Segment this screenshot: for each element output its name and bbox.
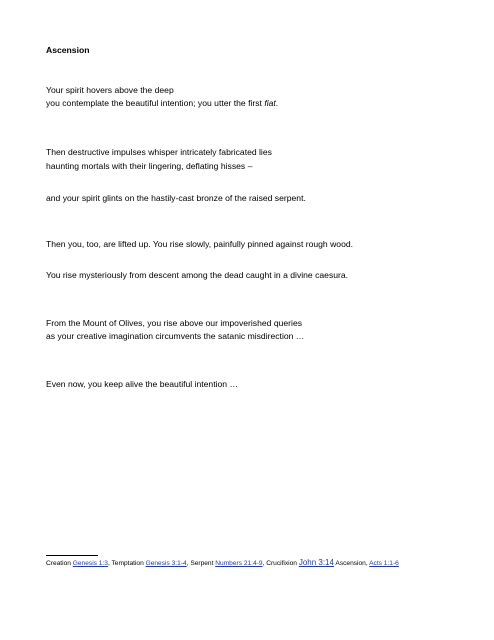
footnote-sep-crucifixion: , Crucifixion (262, 560, 299, 567)
footnote-creation-label: Creation (46, 560, 73, 567)
stanza7-line1: Even now, you keep alive the beautiful intention … (46, 379, 239, 389)
footnote (46, 558, 399, 568)
footnote-sep-temptation: , Temptation (107, 560, 146, 567)
stanza1-line2-end: . (275, 98, 279, 108)
link-acts-1-1-6[interactable]: Acts 1:1-6 (369, 560, 399, 567)
stanza1-line2 (46, 98, 278, 109)
stanza2-line1: Then destructive impulses whisper intricately fabricated lies (46, 147, 272, 157)
stanza4-line1: Then you, too, are lifted up. You rise slowly, painfully pinned against rough wood. (46, 239, 354, 249)
stanza5-line1: You rise mysteriously from descent among the dead caught in a divine caesura. (46, 270, 349, 280)
stanza6-line1: From the Mount of Olives, you rise above our impoverished queries (46, 318, 303, 328)
stanza6-line2: as your creative imagination circumvents the satanic misdirection … (46, 331, 305, 341)
link-genesis-1-3[interactable]: Genesis 1:3 (72, 560, 108, 567)
link-genesis-3-1-4[interactable]: Genesis 3:1-4 (145, 560, 187, 567)
footnote-sep-serpent: , Serpent (186, 560, 216, 567)
stanza3-line1: and your spirit glints on the hastily-cast bronze of the raised serpent. (46, 193, 306, 203)
footnote-sep-ascension: Ascension, (333, 560, 370, 567)
stanza2-line2: haunting mortals with their lingering, deflating hisses – (46, 161, 253, 171)
stanza1-line1: Your spirit hovers above the deep (46, 85, 174, 95)
link-john-3-14[interactable]: John 3:14 (298, 558, 334, 567)
link-numbers-21-4-9[interactable]: Numbers 21:4-9 (215, 560, 263, 567)
footnote-divider (46, 555, 98, 556)
stanza1-line2-text: you contemplate the beautiful intention; you utter the first (46, 98, 265, 108)
fiat-emphasis: fiat (264, 98, 276, 108)
poem-title: Ascension (46, 45, 90, 55)
